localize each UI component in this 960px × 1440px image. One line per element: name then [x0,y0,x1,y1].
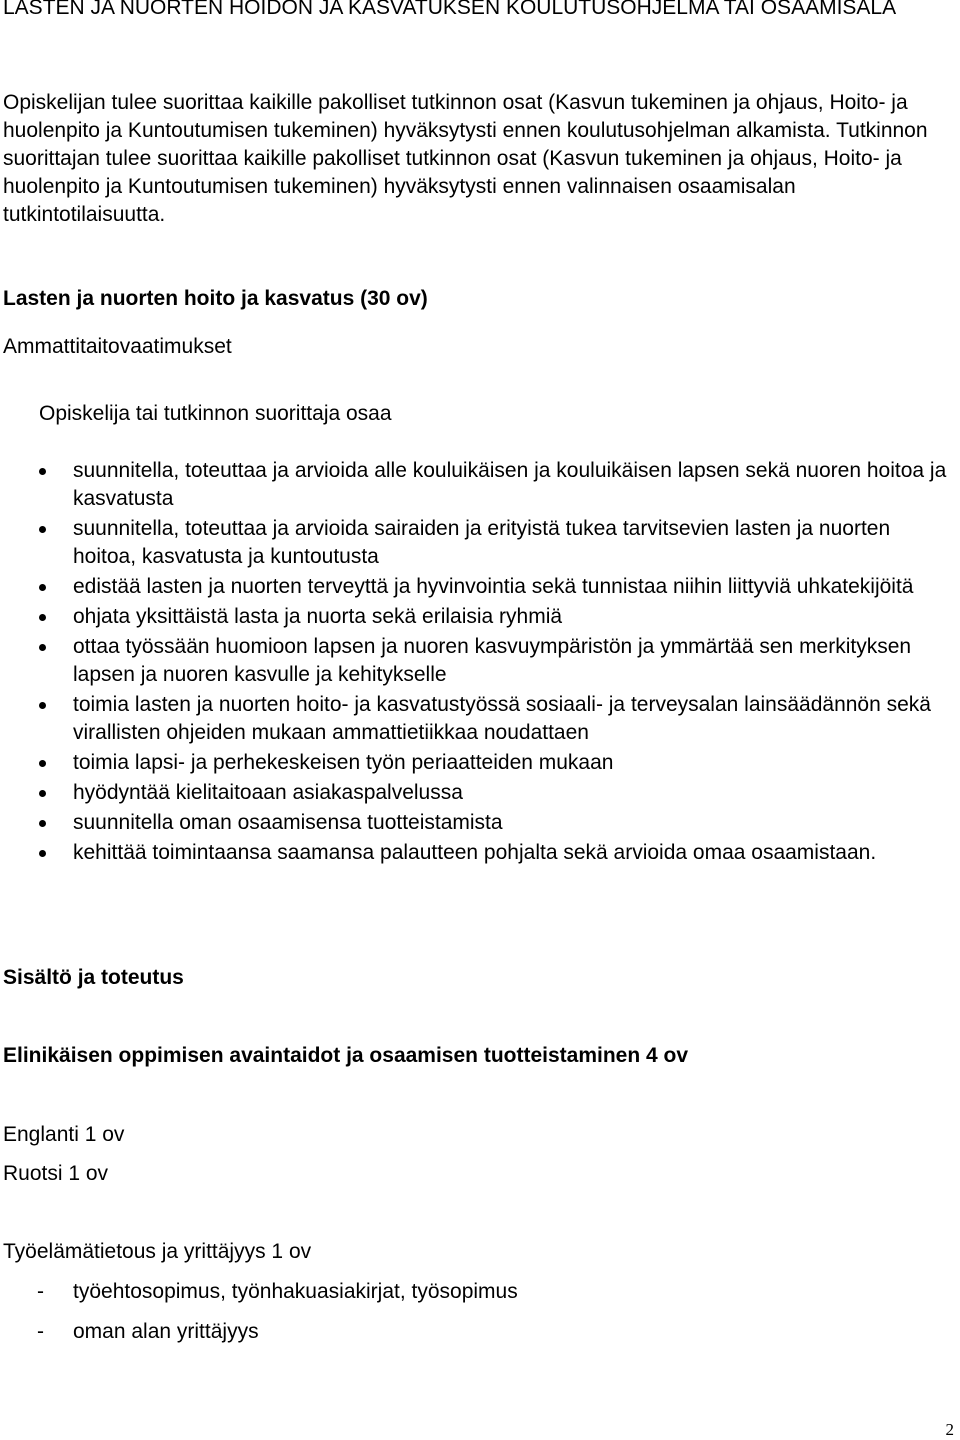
list-item-text: toimia lasten ja nuorten hoito- ja kasvatustyössä sosiaali- ja terveysalan lainsäädännön sekä virallisten ohjeiden mukaan ammattietiikkaa noudattaen [73,693,931,744]
list-item-text: ohjata yksittäistä lasta ja nuorta sekä erilaisia ryhmiä [73,605,563,628]
content-subheading: Elinikäisen oppimisen avaintaidot ja osaamisen tuotteistaminen 4 ov [3,1044,689,1067]
list-item [0,779,954,807]
list-item-text: suunnitella oman osaamisensa tuotteistamista [73,811,503,834]
bullet-icon [39,820,46,827]
content-heading: Sisältö ja toteutus [3,966,184,989]
list-item [0,633,954,689]
english-line: Englanti 1 ov [3,1123,125,1146]
list-item-text: ottaa työssään huomioon lapsen ja nuoren kasvuympäristön ja ymmärtää sen merkityksen lapsen ja nuoren kasvulle ja kehitykselle [73,635,912,686]
bullet-icon [39,468,46,475]
list-item [0,573,954,601]
list-item [0,457,954,513]
list-item [0,603,954,631]
page-number: 2 [945,1420,954,1439]
list-item [0,691,954,747]
worklife-line: Työelämätietous ja yrittäjyys 1 ov [3,1240,312,1263]
list-item [0,839,954,867]
list-item-text: suunnitella, toteuttaa ja arvioida sairaiden ja erityistä tukea tarvitsevien lasten ja nuorten hoitoa, kasvatusta ja kuntoutusta [73,517,891,568]
bullet-icon [39,614,46,621]
list-item [0,809,954,837]
bullet-icon [39,850,46,857]
bullet-icon [39,526,46,533]
dash-marker: - [37,1280,44,1303]
list-item [0,749,954,777]
bullet-icon [39,644,46,651]
worklife-list [0,1278,954,1358]
list-item-text: suunnitella, toteuttaa ja arvioida alle kouluikäisen ja kouluikäisen lapsen sekä nuoren hoitoa ja kasvatusta [73,459,947,510]
bullet-icon [39,702,46,709]
section-subheading: Ammattitaitovaatimukset [3,335,232,358]
list-item-text: kehittää toimintaansa saamansa palautteen pohjalta sekä arvioida omaa osaamistaan. [73,841,877,864]
list-item-text: oman alan yrittäjyys [73,1320,259,1343]
list-item-text: työehtosopimus, työnhakuasiakirjat, työsopimus [73,1280,518,1303]
section-heading: Lasten ja nuorten hoito ja kasvatus (30 ov) [3,287,428,310]
intro-paragraph: Opiskelijan tulee suorittaa kaikille pakolliset tutkinnon osat (Kasvun tukeminen ja ohjaus, Hoito- ja huolenpito ja Kuntoutumisen tukeminen) hyväksytysti ennen koulutusohjelman alkamista. Tutkinnon suorittajan tulee suorittaa kaikille pakolliset tutkinnon osat (Kasvun tukeminen ja ohjaus, Hoito- ja huolenpito ja Kuntoutumisen tukeminen) hyväksytysti ennen valinnaisen osaamisalan tutkintotilaisuutta. [3,91,928,226]
requirements-lead: Opiskelija tai tutkinnon suorittaja osaa [39,402,392,425]
requirements-list [0,457,954,869]
bullet-icon [39,790,46,797]
list-item [0,1278,954,1306]
document-title: LASTEN JA NUORTEN HOIDON JA KASVATUKSEN KOULUTUSOHJELMA TAI OSAAMISALA [3,0,897,19]
list-item [0,515,954,571]
list-item-text: hyödyntää kielitaitoaan asiakaspalvelussa [73,781,463,804]
dash-marker: - [37,1320,44,1343]
bullet-icon [39,760,46,767]
list-item [0,1318,954,1346]
swedish-line: Ruotsi 1 ov [3,1162,109,1185]
bullet-icon [39,584,46,591]
list-item-text: edistää lasten ja nuorten terveyttä ja hyvinvointia sekä tunnistaa niihin liittyviä uhkatekijöitä [73,575,914,598]
list-item-text: toimia lapsi- ja perhekeskeisen työn periaatteiden mukaan [73,751,614,774]
